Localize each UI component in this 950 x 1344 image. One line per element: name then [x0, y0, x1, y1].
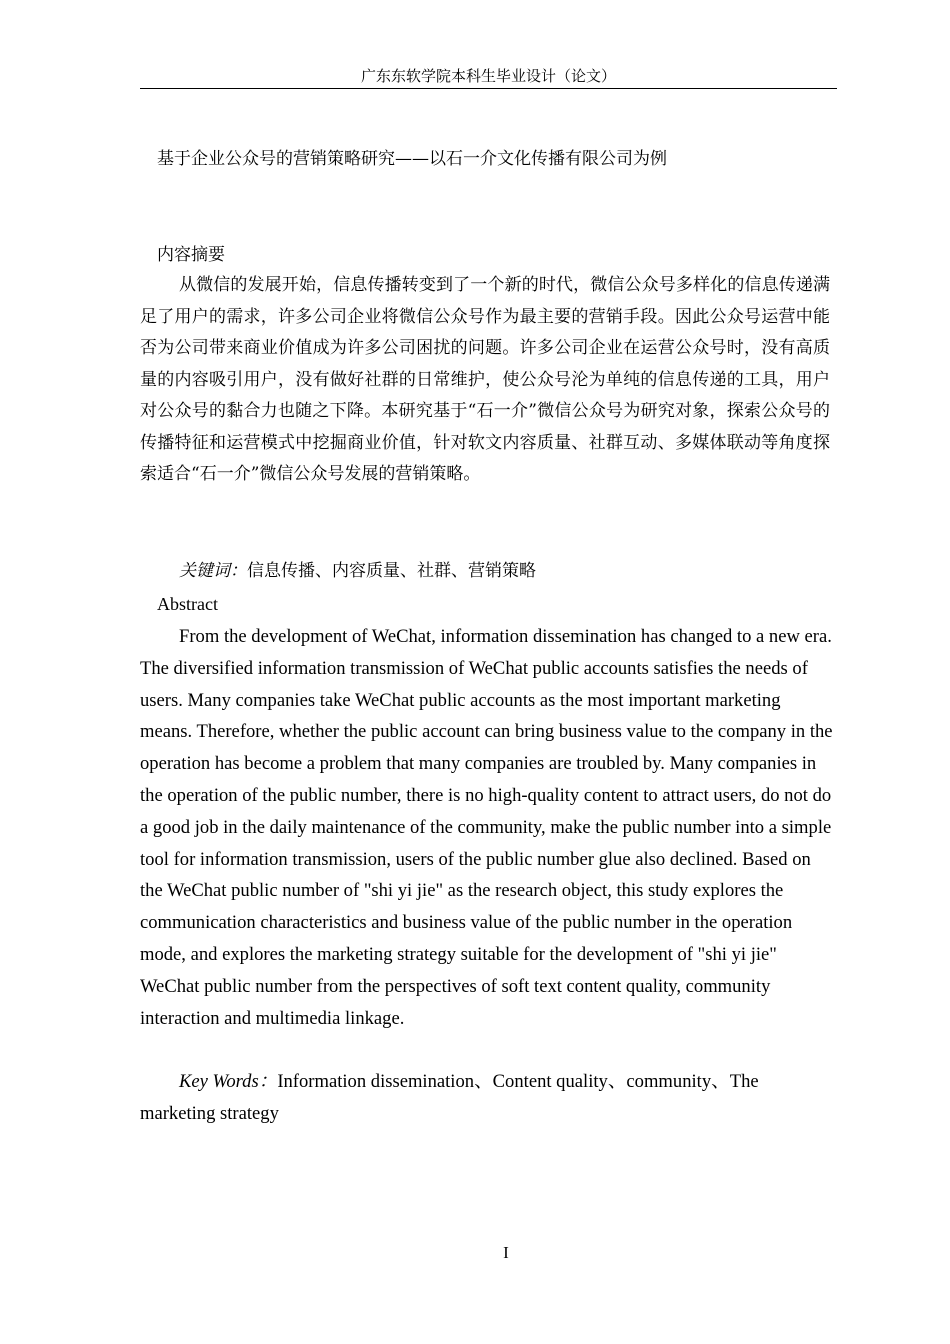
en-keywords-label: Key Words：: [179, 1071, 278, 1092]
running-header: 广东东软学院本科生毕业设计（论文）: [360, 67, 616, 85]
cn-abstract-heading: 内容摘要: [157, 245, 225, 265]
en-abstract-heading: Abstract: [157, 594, 218, 614]
cn-keywords: [179, 558, 536, 584]
cn-keywords-text: 信息传播、内容质量、社群、营销策略: [247, 561, 536, 581]
cn-abstract-body: 从微信的发展开始，信息传播转变到了一个新的时代，微信公众号多样化的信息传递满足了用户的需求，许多公司企业将微信公众号作为最主要的营销手段。因此公众号运营中能否为公司带来商业价值成为许多公司困扰的问题。许多公司企业在运营公众号时，没有高质量的内容吸引用户，没有做好社群的日常维护，使公众号沦为单纯的信息传递的工具，用户对公众号的黏合力也随之下降。本研究基于“石一介”微信公众号为研究对象，探索公众号的传播特征和运营模式中挖掘商业价值，针对软文内容质量、社群互动、多媒体联动等角度探索适合“石一介”微信公众号发展的营销策略。: [140, 275, 830, 484]
header-rule: [140, 88, 837, 89]
page-number: I: [503, 1243, 509, 1262]
en-keywords: [140, 1066, 835, 1130]
paper-title: 基于企业公众号的营销策略研究——以石一介文化传播有限公司为例: [157, 149, 667, 169]
en-keywords-text: Information dissemination、Content quality、community、The marketing strategy: [140, 1071, 759, 1124]
en-abstract-body: From the development of WeChat, information dissemination has changed to a new era. The diversified information transmission of WeChat public accounts satisfies the needs of users. Many companies take WeChat public accounts as the most important marketing means. Therefore, whether the public account can bring business value to the company in the operation has become a problem that many companies are troubled by. Many companies in the operation of the public number, there is no high-quality content to attract users, do not do a good job in the daily maintenance of the community, make the public number into a simple tool for information transmission, users of the public number glue also declined. Based on the WeChat public number of "shi yi jie" as the research object, this study explores the communication characteristics and business value of the public number in the operation mode, and explores the marketing strategy suitable for the development of "shi yi jie" WeChat public number from the perspectives of soft text content quality, community interaction and multimedia linkage.: [140, 626, 833, 1029]
cn-keywords-label: 关键词：: [179, 561, 247, 581]
